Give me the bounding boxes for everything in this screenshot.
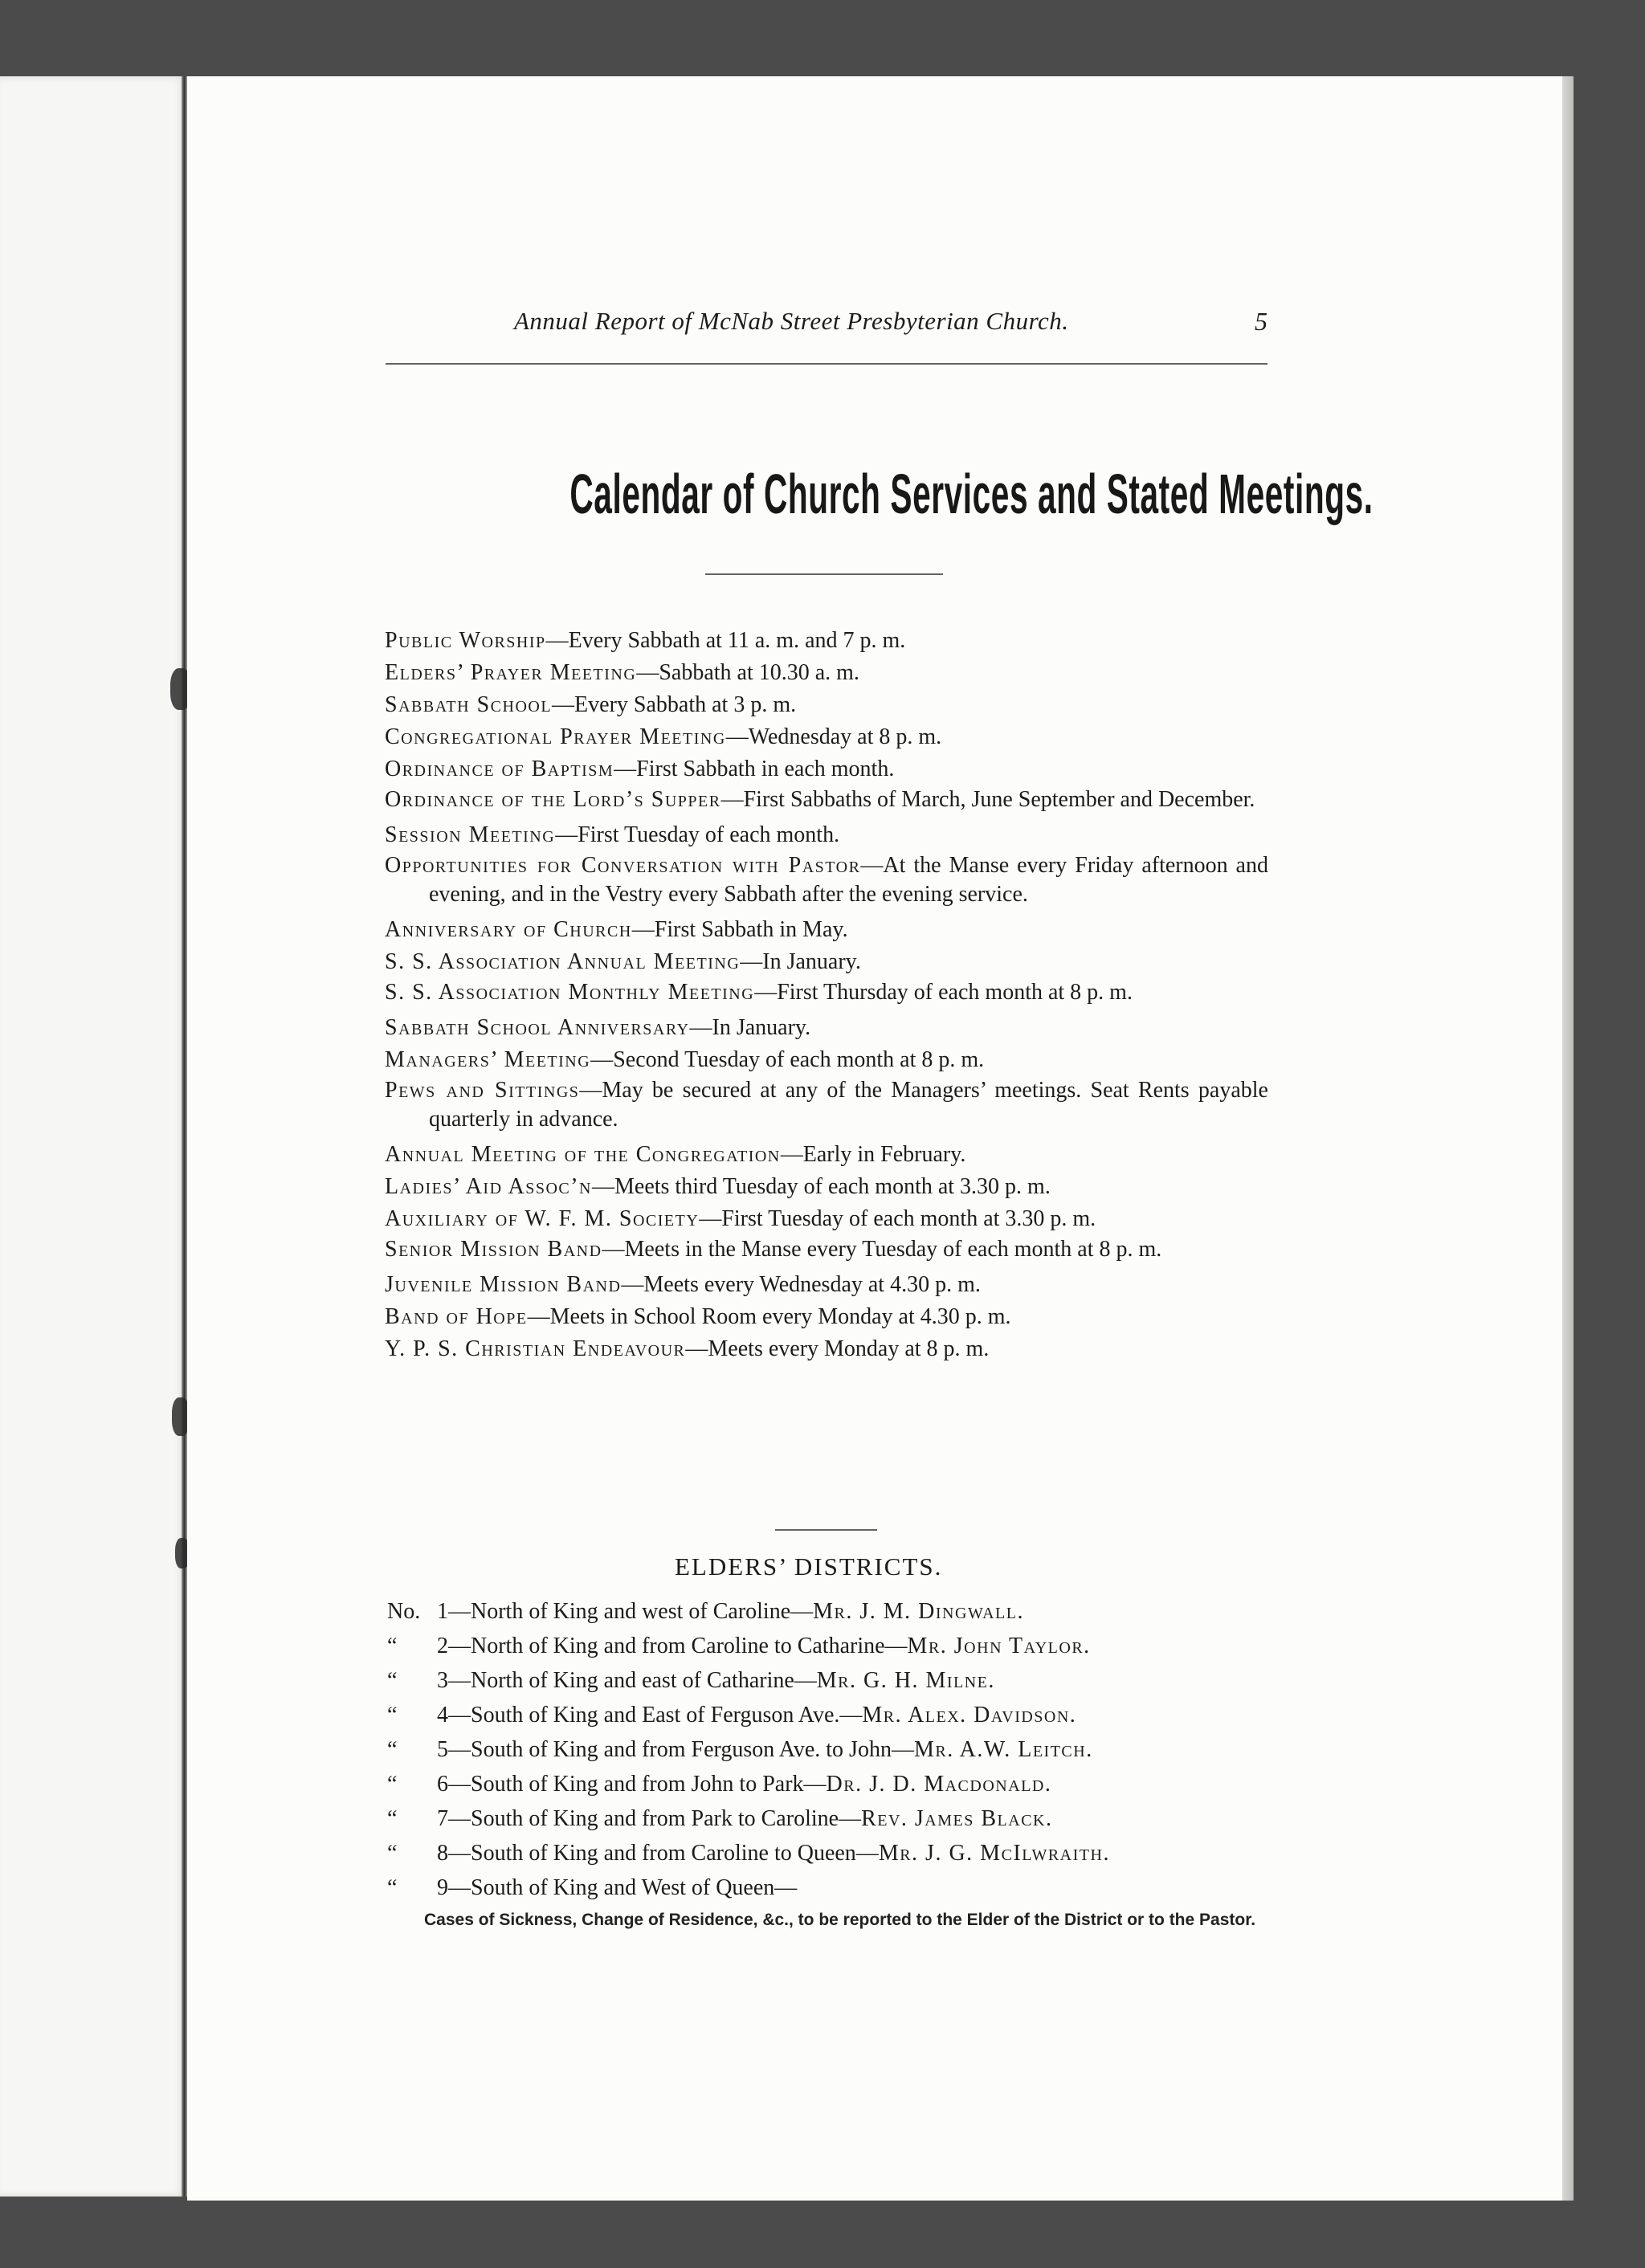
service-item: [385, 625, 1268, 657]
district-number: 3: [437, 1668, 448, 1693]
districts-list: [387, 1594, 1279, 1905]
district-mark: “: [387, 1634, 398, 1658]
service-item: [385, 819, 1268, 851]
service-item: [385, 914, 1268, 946]
district-mark: “: [387, 1668, 398, 1693]
service-detail: —First Sabbath in each month.: [614, 757, 895, 781]
facing-page-edge: [0, 76, 186, 2197]
district-number: 1: [437, 1599, 448, 1624]
services-list: [385, 625, 1268, 1365]
service-name: Session Meeting: [385, 822, 556, 847]
district-mark: “: [387, 1703, 398, 1728]
district-area: —South of King and from Caroline to Queen—: [448, 1841, 879, 1866]
district-elder: Mr. J. M. Dingwall.: [813, 1599, 1024, 1624]
district-row: [387, 1594, 1279, 1629]
service-name: Opportunities for Conversation with Pastor: [385, 853, 861, 878]
book-spine: [182, 76, 187, 2197]
service-name: Elders’ Prayer Meeting: [385, 660, 637, 685]
service-detail: —Every Sabbath at 3 p. m.: [552, 692, 797, 717]
service-name: Juvenile Mission Band: [385, 1272, 622, 1297]
district-elder: Dr. J. D. Macdonald.: [826, 1772, 1052, 1797]
section-divider: [775, 1529, 877, 1531]
district-elder: Mr. J. G. McIlwraith.: [878, 1841, 1110, 1866]
service-detail: —Meets in the Manse every Tuesday of each month at 8 p. m.: [602, 1237, 1162, 1262]
service-name: S. S. Association Monthly Meeting: [385, 980, 755, 1005]
service-name: Anniversary of Church: [385, 917, 632, 942]
service-detail: —First Sabbaths of March, June September and December.: [720, 787, 1255, 812]
service-detail: —In January.: [689, 1015, 811, 1040]
district-area: —South of King and West of Queen—: [448, 1875, 798, 1900]
district-area: —South of King and East of Ferguson Ave.—: [448, 1703, 863, 1728]
service-item: [385, 657, 1268, 689]
service-name: Auxiliary of W. F. M. Society: [385, 1206, 700, 1231]
footnote: Cases of Sickness, Change of Residence, &c., to be reported to the Elder of the District or to the Pastor.: [424, 1911, 1256, 1929]
service-detail: —Meets every Monday at 8 p. m.: [685, 1336, 990, 1361]
service-name: Y. P. S. Christian Endeavour: [385, 1336, 686, 1361]
service-detail: —First Thursday of each month at 8 p. m.: [754, 980, 1133, 1005]
district-elder: Mr. Alex. Davidson.: [862, 1703, 1077, 1728]
district-area: —South of King and from Park to Caroline—: [448, 1806, 862, 1831]
service-detail: —In January.: [740, 949, 861, 974]
service-item: [385, 721, 1268, 753]
district-row: [387, 1629, 1279, 1663]
district-number: 9: [437, 1875, 448, 1900]
district-mark: “: [387, 1772, 398, 1797]
district-row: [387, 1836, 1279, 1870]
title-divider: [705, 573, 943, 575]
service-name: Sabbath School Anniversary: [385, 1015, 690, 1040]
service-name: Annual Meeting of the Congregation: [385, 1142, 781, 1167]
service-item: [385, 753, 1268, 785]
district-row: [387, 1663, 1279, 1698]
service-detail: —Meets third Tuesday of each month at 3.30 p. m.: [592, 1174, 1051, 1199]
service-name: Senior Mission Band: [385, 1237, 602, 1262]
service-item: [385, 1076, 1268, 1134]
service-item: [385, 1044, 1268, 1076]
page-title: Calendar of Church Services and Stated Meetings.: [569, 463, 1374, 525]
service-detail: —Wednesday at 8 p. m.: [725, 724, 942, 749]
district-mark: “: [387, 1841, 398, 1866]
service-detail: —First Tuesday of each month at 3.30 p. m.: [699, 1206, 1096, 1231]
service-item: [385, 1171, 1268, 1203]
district-mark: No.: [387, 1599, 421, 1624]
districts-heading: ELDERS’ DISTRICTS.: [675, 1552, 943, 1581]
district-row: [387, 1767, 1279, 1801]
service-item: [385, 785, 1268, 814]
service-item: [385, 978, 1268, 1007]
service-name: Managers’ Meeting: [385, 1047, 591, 1072]
district-area: —North of King and from Caroline to Catharine—: [448, 1634, 908, 1658]
district-area: —North of King and west of Caroline—: [448, 1599, 814, 1624]
district-row: [387, 1732, 1279, 1767]
service-detail: —Meets in School Room every Monday at 4.30 p. m.: [527, 1304, 1011, 1329]
service-name: Ladies’ Aid Assoc’n: [385, 1174, 592, 1199]
district-elder: Rev. James Black.: [861, 1806, 1053, 1831]
service-item: [385, 851, 1268, 909]
district-elder: Mr. A.W. Leitch.: [913, 1737, 1093, 1762]
service-name: Congregational Prayer Meeting: [385, 724, 726, 749]
service-detail: —First Tuesday of each month.: [555, 822, 840, 847]
service-detail: —Early in February.: [780, 1142, 966, 1167]
district-number: 7: [437, 1806, 448, 1831]
district-number: 2: [437, 1634, 448, 1658]
page-number: 5: [1255, 307, 1267, 336]
district-number: 4: [437, 1703, 448, 1728]
service-detail: —First Sabbath in May.: [631, 917, 848, 942]
service-detail: —May be secured at any of the Managers’ meetings. Seat Rents payable quarterly in advance.: [429, 1078, 1268, 1132]
header-rule: [386, 363, 1267, 365]
running-header: Annual Report of McNab Street Presbyterian Church.: [514, 307, 1069, 335]
district-row: [387, 1801, 1279, 1836]
service-item: [385, 1203, 1268, 1235]
district-number: 5: [437, 1737, 448, 1762]
district-row: [387, 1698, 1279, 1732]
service-item: [385, 1139, 1268, 1171]
service-name: Ordinance of the Lord’s Supper: [385, 787, 721, 812]
district-number: 6: [437, 1772, 448, 1797]
service-item: [385, 1235, 1268, 1264]
service-item: [385, 946, 1268, 978]
service-name: S. S. Association Annual Meeting: [385, 949, 741, 974]
service-name: Sabbath School: [385, 692, 553, 717]
district-area: —South of King and from Ferguson Ave. to John—: [448, 1737, 914, 1762]
service-item: [385, 1269, 1268, 1301]
service-detail: —At the Manse every Friday afternoon and evening, and in the Vestry every Sabbath after the evening service.: [429, 853, 1268, 907]
district-mark: “: [387, 1737, 398, 1762]
service-detail: —Second Tuesday of each month at 8 p. m.: [590, 1047, 985, 1072]
service-name: Pews and Sittings: [385, 1078, 580, 1103]
district-mark: “: [387, 1875, 398, 1900]
district-area: —South of King and from John to Park—: [448, 1772, 827, 1797]
service-item: [385, 1012, 1268, 1044]
service-detail: —Every Sabbath at 11 a. m. and 7 p. m.: [545, 628, 906, 653]
district-mark: “: [387, 1806, 398, 1831]
district-elder: Mr. John Taylor.: [907, 1634, 1091, 1658]
service-item: [385, 1333, 1268, 1365]
district-row: [387, 1870, 1279, 1905]
service-detail: —Meets every Wednesday at 4.30 p. m.: [621, 1272, 981, 1297]
service-name: Band of Hope: [385, 1304, 528, 1329]
service-item: [385, 689, 1268, 721]
district-elder: Mr. G. H. Milne.: [816, 1668, 995, 1693]
service-name: Public Worship: [385, 628, 546, 653]
service-name: Ordinance of Baptism: [385, 757, 614, 781]
page-edge: [1562, 76, 1574, 2201]
district-area: —North of King and east of Catharine—: [448, 1668, 817, 1693]
service-detail: —Sabbath at 10.30 a. m.: [636, 660, 859, 685]
district-number: 8: [437, 1841, 448, 1866]
service-item: [385, 1301, 1268, 1333]
